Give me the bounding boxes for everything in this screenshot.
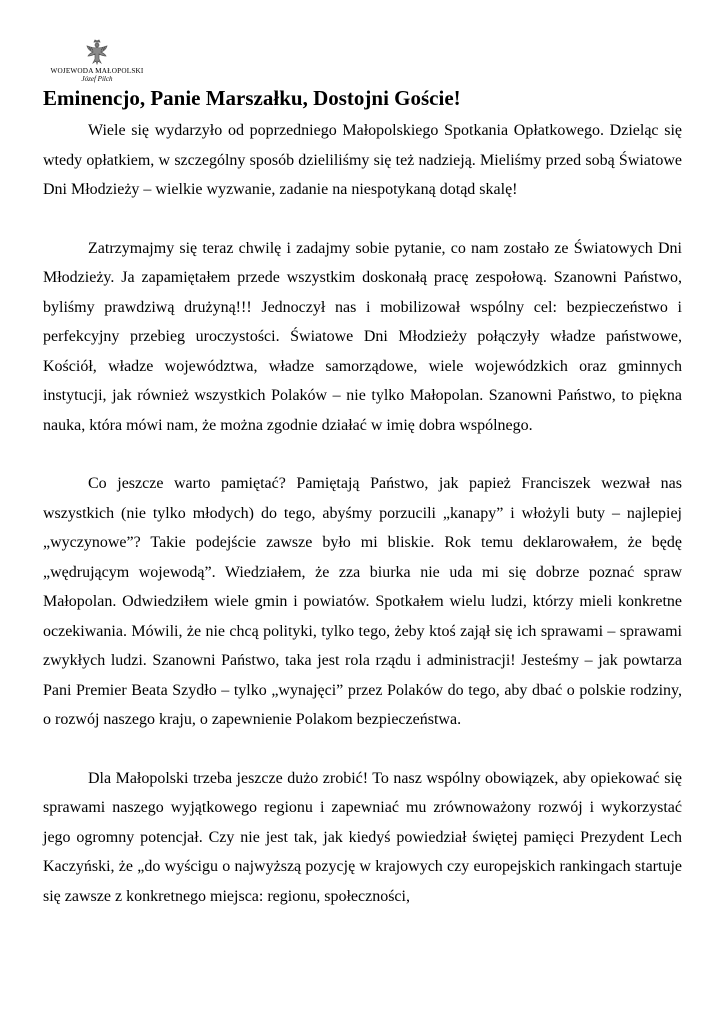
document-salutation: Eminencjo, Panie Marszałku, Dostojni Goście! [43,86,461,110]
paragraph-3: Co jeszcze warto pamiętać? Pamiętają Państwo, jak papież Franciszek wezwał nas wszystkich (nie tylko młodych) do tego, abyśmy porzucili „kanapy” i włożyli buty – najlepiej „wyczynowe”? Takie podejście zawsze było mi bliskie. Rok temu deklarowałem, że będę „wędrującym wojewodą”. Wiedziałem, że zza biurka nie uda mi się dobrze poznać spraw Małopolan. Odwiedziłem wiele gmin i powiatów. Spotkałem wielu ludzi, którzy mieli konkretne oczekiwania. Mówili, że nie chcą polityki, tylko tego, żeby ktoś zajął się ich sprawami – sprawami zwykłych ludzi. Szanowni Państwo, taka jest rola rządu i administracji! Jesteśmy – jak powtarza Pani Premier Beata Szydło – tylko „wynajęci” przez Polaków do tego, aby dbać o polskie rodziny, o rozwój naszego kraju, o zapewnienie Polakom bezpieczeństwa. [43,475,682,728]
paragraph-1: Wiele się wydarzyło od poprzedniego Małopolskiego Spotkania Opłatkowego. Dzieląc się wtedy opłatkiem, w szczególny sposób dzieliliśmy się też nadzieją. Mieliśmy przed sobą Światowe Dni Młodzieży – wielkie wyzwanie, zadanie na niespotykaną dotąd skalę! [43,122,682,198]
polish-eagle-emblem-icon [85,38,109,66]
letterhead-office: WOJEWODA MAŁOPOLSKI [50,67,144,75]
paragraph-2: Zatrzymajmy się teraz chwilę i zadajmy sobie pytanie, co nam zostało ze Światowych Dni Młodzieży. Ja zapamiętałem przede wszystkim doskonałą pracę zespołową. Szanowni Państwo, byliśmy prawdziwą drużyną!!! Jednoczył nas i mobilizował wspólny cel: bezpieczeństwo i perfekcyjny przebieg uroczystości. Światowe Dni Młodzieży połączyły władze państwowe, Kościół, władze województwa, władze samorządowe, wiele wojewódzkich oraz gminnych instytucji, jak również wszystkich Polaków – nie tylko Małopolan. Szanowni Państwo, to piękna nauka, która mówi nam, że można zgodnie działać w imię dobra wspólnego. [43,239,682,434]
letterhead [42,38,152,83]
document-body [43,116,682,940]
letterhead-name: Józef Pilch [81,75,113,83]
paragraph-4: Dla Małopolski trzeba jeszcze dużo zrobić! To nasz wspólny obowiązek, aby opiekować się sprawami naszego wyjątkowego regionu i zapewniać mu zrównoważony rozwój i wykorzystać jego ogromny potencjał. Czy nie jest tak, jak kiedyś powiedział świętej pamięci Prezydent Lech Kaczyński, że „do wyścigu o najwyższą pozycję w krajowych czy europejskich rankingach startuje się zawsze z konkretnego miejsca: regionu, społeczności, [43,769,682,905]
